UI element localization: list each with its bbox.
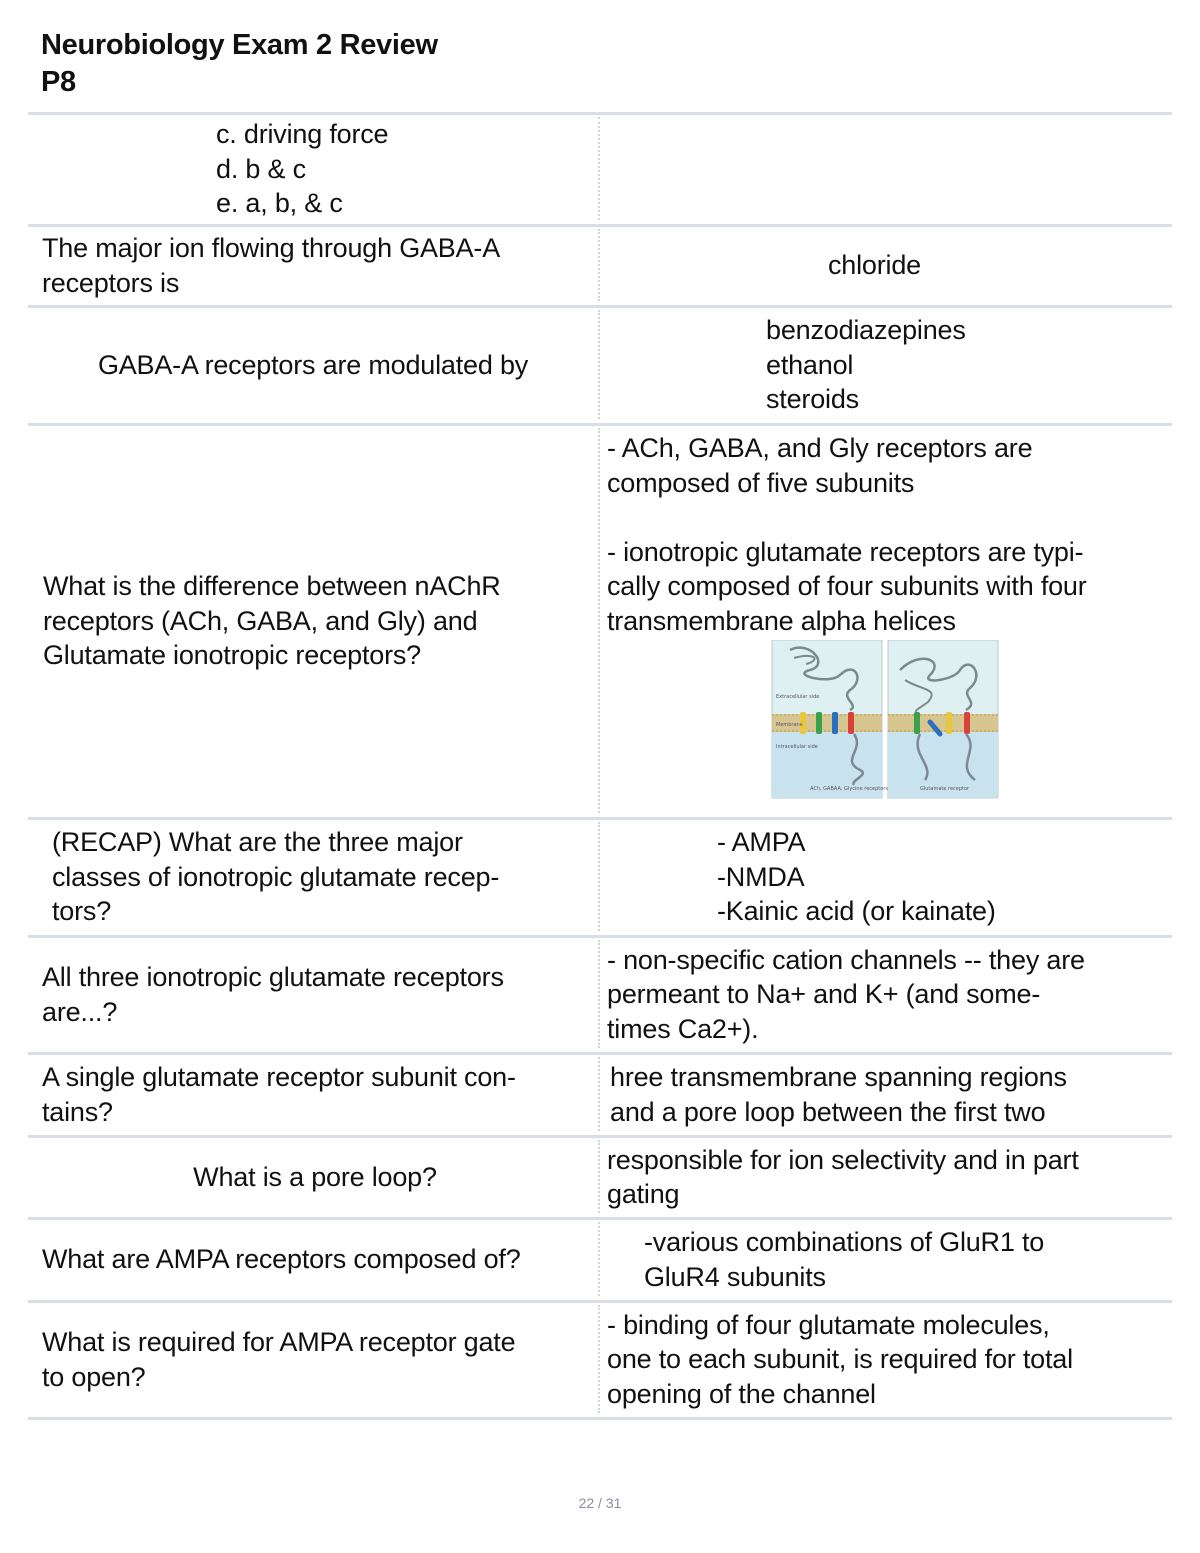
- answer-cell: [828, 227, 1168, 304]
- column-divider: [598, 1057, 600, 1131]
- row-divider: [28, 112, 1172, 115]
- answer-line: responsible for ion selectivity and in part: [607, 1144, 1079, 1175]
- receptor-diagram: [770, 640, 1000, 810]
- question-line: tains?: [42, 1096, 113, 1127]
- question-line: to open?: [42, 1361, 146, 1392]
- answer-line: hree transmembrane spanning regions: [610, 1062, 1067, 1092]
- row-divider: [28, 1417, 1172, 1420]
- question-line: classes of ionotropic glutamate recep-: [52, 861, 500, 892]
- answer-line: opening of the channel: [607, 1378, 876, 1409]
- answer-line: -NMDA: [717, 861, 805, 892]
- document-title-block: [41, 27, 438, 101]
- column-divider: [598, 822, 600, 931]
- column-divider: [598, 1222, 600, 1296]
- answer-line: - ionotropic glutamate receptors are typi-: [607, 536, 1084, 567]
- layer-label: Extracellular side: [776, 694, 820, 700]
- answer-line: cally composed of four subunits with four: [607, 571, 1087, 601]
- panel-caption: Glutamate receptor: [920, 786, 970, 792]
- question-line: are...?: [42, 996, 118, 1027]
- question-cell: [42, 227, 592, 304]
- answer-line: steroids: [766, 384, 859, 415]
- answer-line: composed of five subunits: [607, 467, 915, 498]
- receptor-structure-figure: [770, 640, 1000, 815]
- column-divider: [598, 310, 600, 419]
- question-line: All three ionotropic glutamate receptors: [42, 962, 504, 992]
- question-line: What are AMPA receptors composed of?: [42, 1244, 521, 1275]
- layer-label: Intracellular side: [776, 744, 818, 750]
- answer-line: - ACh, GABA, and Gly receptors are: [607, 433, 1033, 463]
- question-line: tors?: [52, 896, 112, 927]
- answer-line: GluR4 subunits: [644, 1261, 826, 1292]
- panel-b: [888, 640, 998, 798]
- question-line: A single glutamate receptor subunit con-: [42, 1062, 516, 1092]
- answer-cell: [766, 308, 1166, 422]
- question-line: What is required for AMPA receptor gate: [42, 1327, 516, 1357]
- answer-line: ethanol: [766, 349, 854, 380]
- answer-cell: [607, 431, 1172, 639]
- question-line: Glutamate ionotropic receptors?: [43, 640, 421, 671]
- question-line: receptors is: [42, 267, 180, 298]
- column-divider: [598, 428, 600, 813]
- answer-line: chloride: [828, 250, 921, 281]
- layer-label: Membrane: [776, 722, 803, 728]
- answer-cell: [610, 1055, 1170, 1134]
- question-cell: [42, 938, 594, 1051]
- answer-cell: [644, 1220, 1164, 1299]
- answer-line: - binding of four glutamate molecules,: [607, 1309, 1050, 1340]
- question-cell: [30, 308, 596, 422]
- question-cell: [30, 1138, 600, 1216]
- answer-line: and a pore loop between the first two: [610, 1096, 1046, 1127]
- answer-line: one to each subunit, is required for total: [607, 1344, 1073, 1375]
- answer-line: transmembrane alpha helices: [607, 605, 956, 636]
- column-divider: [598, 117, 600, 220]
- question-line: GABA-A receptors are modulated by: [97, 349, 529, 380]
- option-line: e. a, b, & c: [216, 188, 343, 219]
- answer-line: gating: [607, 1179, 680, 1209]
- document-subtitle: P8: [41, 66, 76, 98]
- question-line: The major ion flowing through GABA-A: [42, 233, 501, 263]
- document-title: Neurobiology Exam 2 Review: [41, 29, 438, 61]
- question-line: (RECAP) What are the three major: [52, 827, 463, 858]
- answer-line: -various combinations of GluR1 to: [644, 1227, 1045, 1257]
- question-cell: [42, 1055, 594, 1134]
- answer-line: [607, 500, 1172, 535]
- question-cell: [52, 820, 592, 934]
- answer-line: -Kainic acid (or kainate): [717, 896, 996, 927]
- question-line: receptors (ACh, GABA, and Gly) and: [43, 605, 478, 636]
- answer-line: benzodiazepines: [766, 315, 966, 346]
- panel-a: [772, 640, 888, 798]
- answer-line: times Ca2+).: [607, 1013, 759, 1044]
- question-cell: [42, 1220, 596, 1299]
- column-divider: [598, 940, 600, 1048]
- option-line: d. b & c: [216, 153, 306, 184]
- answer-cell: [607, 1138, 1172, 1216]
- question-continuation: [216, 115, 586, 223]
- panel-caption: ACh, GABAA, Glycine receptors: [810, 786, 888, 792]
- answer-line: - non-specific cation channels -- they are: [607, 944, 1085, 975]
- answer-cell: [717, 820, 1167, 934]
- answer-line: - AMPA: [717, 827, 806, 858]
- answer-cell: [607, 1303, 1172, 1416]
- answer-cell: [607, 938, 1172, 1051]
- question-cell: [43, 426, 593, 816]
- column-divider: [598, 229, 600, 301]
- question-line: What is the difference between nAChR: [43, 571, 501, 602]
- question-line: What is a pore loop?: [193, 1161, 437, 1192]
- option-line: c. driving force: [216, 119, 389, 150]
- question-cell: [42, 1303, 596, 1416]
- answer-line: permeant to Na+ and K+ (and some-: [607, 979, 1041, 1010]
- page-indicator: 22 / 31: [578, 1495, 622, 1511]
- column-divider: [598, 1305, 600, 1413]
